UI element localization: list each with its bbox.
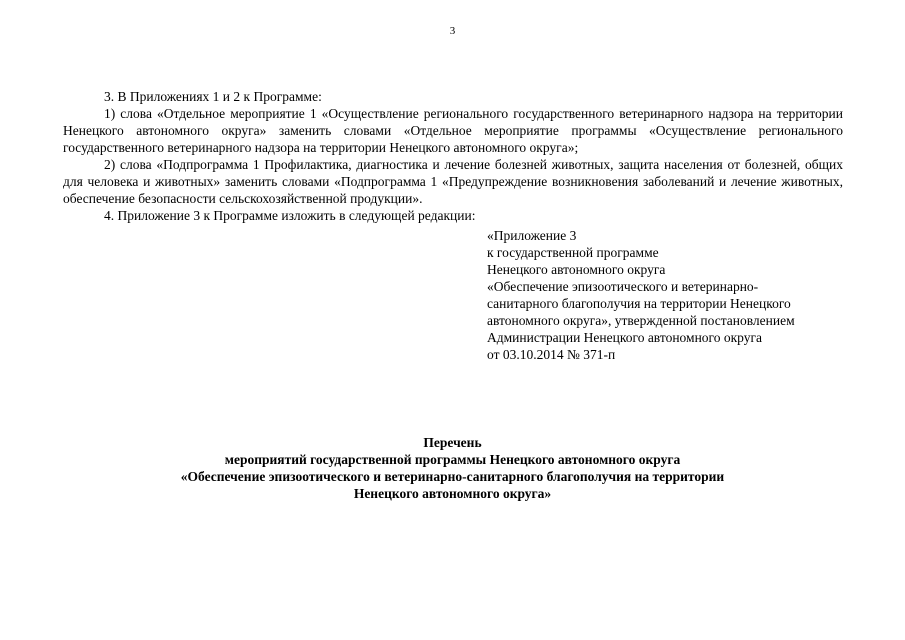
appendix-note-line: к государственной программе xyxy=(487,245,659,260)
heading-title: Перечень xyxy=(423,435,482,450)
paragraph-item-3: 3. В Приложениях 1 и 2 к Программе: xyxy=(104,89,322,104)
body-text xyxy=(63,88,843,224)
appendix-note-line: «Обеспечение эпизоотического и ветеринарно- xyxy=(487,279,759,294)
paragraph-subitem-2: 2) слова «Подпрограмма 1 Профилактика, диагностика и лечение болезней животных, защита населения от болезней, общих для человека и животных» заменить словами «Подпрограмма 1 «Предупреждение возникновения заболеваний и лечение животных, обеспечение безопасности сельскохозяйственной продукции». xyxy=(63,157,843,206)
paragraph-subitem-1: 1) слова «Отдельное мероприятие 1 «Осуществление регионального государственного ветеринарного надзора на территории Ненецкого автономного округа» заменить словами «Отдельное мероприятие программы «Осуществление регионального государственного ветеринарного надзора на территории Ненецкого автономного округа»; xyxy=(63,106,843,155)
paragraph-item-4: 4. Приложение 3 к Программе изложить в следующей редакции: xyxy=(104,208,476,223)
heading-line: мероприятий государственной программы Ненецкого автономного округа xyxy=(224,452,681,467)
appendix-note-line: от 03.10.2014 № 371-п xyxy=(487,347,616,362)
appendix-note-line: Ненецкого автономного округа xyxy=(487,262,666,277)
appendix-note-line: автономного округа», утвержденной постановлением xyxy=(487,313,795,328)
appendix-note-line: «Приложение 3 xyxy=(487,228,577,243)
appendix-note xyxy=(487,227,847,363)
appendix-note-line: санитарного благополучия на территории Ненецкого xyxy=(487,296,791,311)
heading-line: «Обеспечение эпизоотического и ветеринарно-санитарного благополучия на территории xyxy=(180,469,725,484)
appendix-note-line: Администрации Ненецкого автономного округа xyxy=(487,330,763,345)
heading-line: Ненецкого автономного округа» xyxy=(353,486,552,501)
page-number: 3 xyxy=(449,25,456,37)
list-heading xyxy=(0,434,905,502)
